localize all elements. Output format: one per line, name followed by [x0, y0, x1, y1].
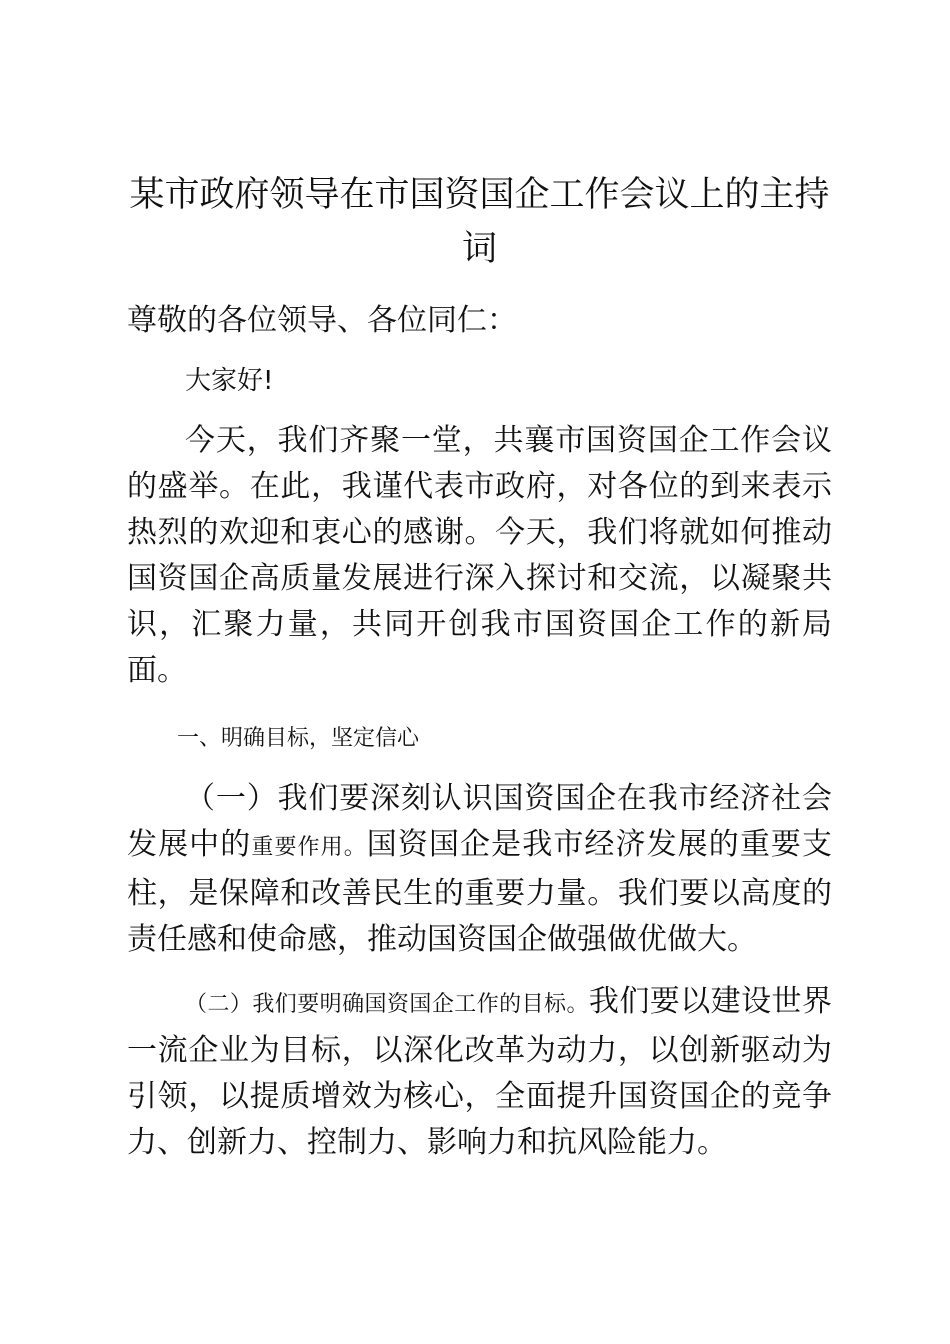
document-title: 某市政府领导在市国资国企工作会议上的主持词 — [129, 175, 830, 269]
greeting: 大家好! — [185, 366, 274, 396]
subsection-1-paragraph — [127, 776, 832, 963]
document-body — [127, 168, 832, 1166]
salutation: 尊敬的各位领导、各位同仁： — [127, 303, 517, 338]
subsection-2-lead: （二）我们要明确国资国企工作的目标。 — [185, 992, 589, 1017]
subsection-1-small-text: 重要作用。 — [251, 835, 367, 860]
section-heading-1: 一、明确目标，坚定信心 — [177, 726, 420, 751]
intro-paragraph: 今天，我们齐聚一堂，共襄市国资国企工作会议的盛举。在此，我谨代表市政府，对各位的到来表示热烈的欢迎和衷心的感谢。今天，我们将就如何推动国资国企高质量发展进行深入探讨和交流，以凝聚共识，汇聚力量，共同开创我市国资国企工作的新局面。 — [127, 423, 832, 688]
subsection-1-rest: 国资国企是我市经济发展的重要支柱，是保障和改善民生的重要力量。我们要以高度的责任感和使命感，推动国资国企做强做优做大。 — [127, 827, 833, 957]
subsection-2-paragraph — [127, 979, 832, 1166]
subsection-1-lead: （一）我们要深刻认识国资国企在我市经济社会发展中的 — [127, 781, 832, 862]
subsection-2-rest: 我们要以建设世界一流企业为目标，以深化改革为动力，以创新驱动为引领，以提质增效为核心，全面提升国资国企的竞争力、创新力、控制力、影响力和抗风险能力。 — [127, 984, 832, 1160]
